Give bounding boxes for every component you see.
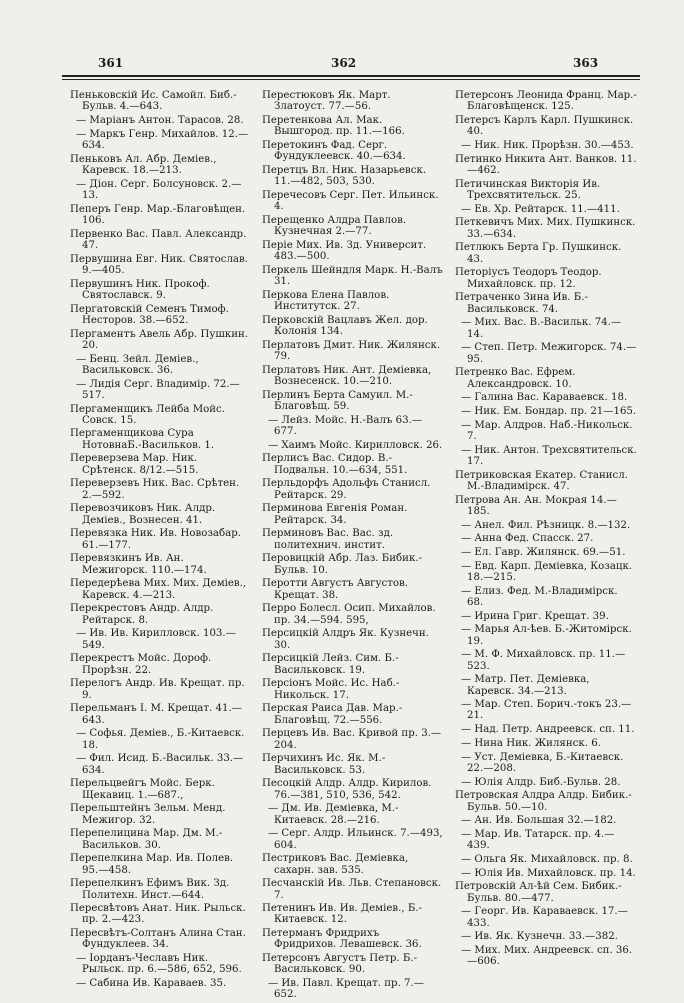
directory-entry: Переверзевъ Ник. Вас. Срѣтен. 2.—592. <box>70 478 240 501</box>
header-rule-thin <box>62 79 640 80</box>
directory-entry: — Галина Вас. Караваевск. 18. <box>461 392 628 404</box>
directory-entry: Пергатовскій Семенъ Тимоф. Несторов. 38.—652. <box>70 303 229 326</box>
directory-entry: Перестюковъ Як. Март. Златоуст. 77.—56. <box>262 90 391 113</box>
directory-entry: Персіонъ Мойс. Ис. Наб.-Никольск. 17. <box>262 678 400 701</box>
directory-entry: — Іорданъ-Чеславъ Ник. Рыльск. пр. 6.—586, 652, 596. <box>76 953 242 976</box>
directory-entry: — Ник. Ник. Прорѣзн. 30.—453. <box>461 139 634 151</box>
directory-entry: Передерѣева Мих. Мих. Деміев., Каревск. 4.—213. <box>70 578 247 601</box>
directory-entry: Петровскій Ал-ѣй Сем. Бибик.-Бульв. 80.—477. <box>455 881 622 904</box>
directory-entry: Петраченко Зина Ив. Б.-Васильковск. 74. <box>455 292 588 315</box>
directory-entry: — Мар. Ив. Татарск. пр. 4.—439. <box>461 828 615 852</box>
directory-entry: Перечесовъ Серг. Пет. Ильинск. 4. <box>262 189 439 213</box>
directory-entry: — Ирина Григ. Крещат. 39. <box>461 610 609 622</box>
directory-entry: Перчихинъ Ис. Як. М.-Васильковск. 53. <box>262 753 386 776</box>
directory-entry: Перепелкинъ Ефимъ Вик. Зд. Политехн. Инст.—644. <box>70 878 230 901</box>
directory-entry: Петенинъ Ив. Ив. Деміев., Б.-Китаевск. 12. <box>262 903 423 926</box>
directory-entry: — Елиз. Фед. М.-Владимірск. 68. <box>461 585 618 608</box>
directory-entry: Персицкій Лейз. Сим. Б.-Васильковск. 19. <box>262 653 399 676</box>
directory-entry: Перковскій Вацлавъ Жел. дор. Колонія 134. <box>262 314 428 338</box>
directory-column-2 <box>262 90 444 1003</box>
page-header <box>0 56 684 74</box>
directory-entry: — Мих. Вас. В.-Васильк. 74.—14. <box>461 317 622 340</box>
directory-entry: Перро Болесл. Осип. Михайлов. пр. 34.—594. 595, <box>262 603 436 626</box>
directory-entry: Петровская Алдра Алдр. Бибик.-Бульв. 50.—10. <box>455 790 632 813</box>
directory-entry: — М. Ф. Михайловск. пр. 11.—523. <box>461 649 626 672</box>
directory-entry: Пеньковскій Ис. Самойл. Биб.-Бульв. 4.—643. <box>70 90 237 113</box>
directory-entry: Первушина Евг. Ник. Святослав. 9.—405. <box>70 253 248 276</box>
directory-entry: Перская Раиса Дав. Мар.-Благовѣщ. 72.—556. <box>262 703 403 726</box>
directory-entry: Перельцвейгъ Мойс. Берк. Щекавиц. 1.—687., <box>70 778 215 801</box>
directory-entry: Перлинъ Берта Самуил. М.-Благовѣщ. 59. <box>262 389 413 413</box>
directory-entry: — Ев. Хр. Рейтарск. 11.—411. <box>461 203 620 215</box>
directory-column-1 <box>70 90 252 992</box>
directory-entry: — Дм. Ив. Деміевка, М.-Китаевск. 28.—216. <box>268 803 399 826</box>
directory-entry: — Маріанъ Антон. Тарасов. 28. <box>76 114 244 126</box>
directory-entry: Петкевичъ Мих. Мих. Пушкинск. 33.—634. <box>455 217 636 240</box>
directory-entry: Петриковская Екатер. Станисл. М.-Владимірск. 47. <box>455 469 628 492</box>
directory-entry: — Хаимъ Мойс. Кирилловск. 26. <box>268 439 443 451</box>
directory-entry: — Маркъ Генр. Михайлов. 12.—634. <box>76 128 249 151</box>
directory-entry: Пергаменщикова Сура НотовнаБ.-Васильков. 1. <box>70 428 215 451</box>
directory-entry: Пересвѣтовъ Анат. Ник. Рыльск. пр. 2.—423. <box>70 903 246 926</box>
directory-entry: Пеперъ Генр. Мар.-Благовѣщен. 106. <box>70 203 246 226</box>
directory-entry: — Юлія Алдр. Биб.-Бульв. 28. <box>461 776 621 788</box>
directory-entry: Перовицкій Абр. Лаз. Бибик.-Бульв. 10. <box>262 553 423 576</box>
directory-entry: Перекрестъ Мойс. Дороф. Прорѣзн. 22. <box>70 653 212 676</box>
directory-entry: — Мар. Алдров. Наб.-Никольск. 7. <box>461 419 633 442</box>
directory-entry: Перлисъ Вас. Сидор. В.-Подвальн. 10.—634, 551. <box>262 453 408 476</box>
directory-entry: Петрова Ан. Ан. Мокрая 14.—185. <box>455 494 617 517</box>
page-number-left: 361 <box>98 56 124 70</box>
directory-entry: — Анел. Фил. Рѣзницк. 8.—132. <box>461 519 631 531</box>
directory-entry: Перльдорфъ Адольфъ Станисл. Рейтарск. 29. <box>262 478 431 501</box>
directory-entry: Перотти Августъ Августов. Крещат. 38. <box>262 578 408 601</box>
directory-entry: — Серг. Алдр. Ильинск. 7.—493, 604. <box>268 828 443 851</box>
directory-entry: — Сабина Ив. Караваев. 35. <box>76 978 227 990</box>
directory-entry: Петичинская Викторія Ив. Трехсвятительск. 25. <box>455 178 601 201</box>
directory-entry: Перетцъ Вл. Ник. Назарьевск. 11.—482, 503, 530. <box>262 164 427 188</box>
directory-entry: Петерсъ Карлъ Карл. Пушкинск. 40. <box>455 114 634 138</box>
directory-entry: Песоцкій Алдр. Алдр. Кирилов. 76.—381, 510, 536, 542. <box>262 778 432 801</box>
directory-entry: Перлатовъ Ник. Ант. Деміевка, Вознесенск. 10.—210. <box>262 364 432 388</box>
directory-entry: — Фил. Исид. Б.-Васильк. 33.—634. <box>76 753 244 776</box>
directory-entry: Пересвѣтъ-Солтанъ Алина Стан. Фундуклеев. 34. <box>70 928 246 951</box>
directory-entry: — Ник. Антон. Трехсвятительск. 17. <box>461 444 637 467</box>
directory-entry: — Лидія Серг. Владимір. 72.—517. <box>76 378 240 401</box>
directory-entry: Перминова Евгенія Роман. Рейтарск. 34. <box>262 503 408 526</box>
directory-entry: — Ив. Як. Кузнечн. 33.—382. <box>461 931 618 943</box>
directory-entry: — Анна Фед. Спасск. 27. <box>461 533 594 545</box>
directory-entry: — Ник. Ем. Бондар. пр. 21—165. <box>461 405 637 417</box>
directory-entry: Пеньковъ Ал. Абр. Деміев., Каревск. 18.—213. <box>70 153 217 176</box>
directory-entry: Петлюкъ Берта Гр. Пушкинск. 43. <box>455 242 622 265</box>
directory-entry: Перепелицина Мар. Дм. М.-Васильков. 30. <box>70 828 223 851</box>
directory-entry: — Ольга Як. Михайловск. пр. 8. <box>461 853 633 865</box>
directory-entry: — Марья Ал-ѣев. Б.-Житомірск. 19. <box>461 624 632 647</box>
directory-entry: Петерсонъ Леонида Франц. Мар.-Благовѣщенск. 125. <box>455 90 637 113</box>
header-rule-thick <box>62 75 640 77</box>
directory-entry: — Степ. Петр. Межигорск. 74.—95. <box>461 342 637 365</box>
directory-entry: Переверзева Мар. Ник. Срѣтенск. 8/12.—515. <box>70 453 199 476</box>
directory-entry: Перкель Шейндля Марк. Н.-Валъ 31. <box>262 264 443 288</box>
directory-entry: Перекрестовъ Андр. Алдр. Рейтарск. 8. <box>70 603 214 626</box>
directory-entry: Пестриковъ Вас. Деміевка, сахарн. зав. 535. <box>262 853 409 876</box>
directory-entry: Петинко Никита Ант. Ванков. 11.—462. <box>455 153 637 176</box>
directory-entry: — Матр. Пет. Деміевка, Каревск. 34.—213. <box>461 674 590 697</box>
directory-entry: Пергаменщикъ Лейба Мойс. Совск. 15. <box>70 403 226 426</box>
directory-entry: Перетокинъ Фад. Серг. Фундуклеевск. 40.—634. <box>262 139 406 163</box>
directory-entry: Перелогъ Андр. Ив. Крещат. пр. 9. <box>70 678 245 701</box>
directory-entry: — Нина Ник. Жилянск. 6. <box>461 737 601 749</box>
directory-entry: Періе Мих. Ив. Зд. Университ. 483.—500. <box>262 239 427 263</box>
directory-entry: Перевозчиковъ Ник. Алдр. Деміев., Вознесен. 41. <box>70 503 216 526</box>
directory-entry: — Мар. Степ. Борич.-токъ 23.—21. <box>461 699 632 722</box>
directory-entry: Перельманъ І. М. Крещат. 41.—643. <box>70 703 242 726</box>
page-number-center: 362 <box>331 56 357 70</box>
directory-entry: — Софья. Деміев., Б.-Китаевск. 18. <box>76 728 245 751</box>
directory-entry: Перцевъ Ив. Вас. Кривой пр. 3.—204. <box>262 728 442 751</box>
directory-entry: Петоріусъ Теодоръ Теодор. Михайловск. пр. 12. <box>455 267 602 290</box>
directory-entry: Перминовъ Вас. Вас. зд. политехнич. инстит. <box>262 528 394 551</box>
directory-entry: Петренко Вас. Ефрем. Александровск. 10. <box>455 367 576 390</box>
directory-entry: Персицкій Алдръ Як. Кузнечн. 30. <box>262 628 429 651</box>
directory-entry: — Лейз. Мойс. Н.-Валъ 63.—677. <box>268 414 423 438</box>
directory-entry: — Мих. Мих. Андреевск. сп. 36.—606. <box>461 944 633 968</box>
directory-entry: — Ив. Павл. Крещат. пр. 7.—652. <box>268 978 424 1001</box>
directory-entry: Перепелкина Мар. Ив. Полев. 95.—458. <box>70 853 234 876</box>
directory-entry: — Над. Петр. Андреевск. сп. 11. <box>461 724 635 736</box>
directory-entry: Перлатовъ Дмит. Ник. Жилянск. 79. <box>262 339 441 363</box>
directory-entry: Первушинъ Ник. Прокоф. Святославск. 9. <box>70 278 210 301</box>
directory-entry: — Георг. Ив. Караваевск. 17.—433. <box>461 906 628 929</box>
directory-entry: Перевязкинъ Ив. Ан. Межигорск. 110.—174. <box>70 553 207 576</box>
directory-entry: Перещенко Алдра Павлов. Кузнечная 2.—77. <box>262 214 407 238</box>
directory-entry: — Діон. Серг. Болсуновск. 2.—13. <box>76 178 242 201</box>
directory-entry: — Уст. Деміевка, Б.-Китаевск. 22.—208. <box>461 751 624 774</box>
directory-entry: — Бенц. Зейл. Деміев., Васильковск. 36. <box>76 353 199 376</box>
page-number-right: 363 <box>573 56 599 70</box>
directory-entry: Петерманъ Фридрихъ Фридрихов. Левашевск. 36. <box>262 928 422 951</box>
directory-entry: Перкова Елена Павлов. Институтск. 27. <box>262 289 390 313</box>
directory-entry: Перетенкова Ал. Мак. Вышгород. пр. 11.—166. <box>262 114 405 138</box>
directory-entry: Песчанскій Ив. Льв. Степановск. 7. <box>262 878 442 901</box>
directory-entry: Перевязка Ник. Ив. Новозабар. 61.—177. <box>70 528 241 551</box>
directory-entry: Перельштейнъ Зельм. Менд. Межигор. 32. <box>70 803 226 826</box>
directory-entry: Первенко Вас. Павл. Александр. 47. <box>70 228 247 251</box>
directory-column-3 <box>455 90 637 970</box>
directory-entry: — Юлія Ив. Михайловск. пр. 14. <box>461 867 636 879</box>
directory-entry: — Ан. Ив. Большая 32.—182. <box>461 815 617 827</box>
directory-entry: — Ел. Гавр. Жилянск. 69.—51. <box>461 546 626 558</box>
directory-entry: Пергаментъ Авель Абр. Пушкин. 20. <box>70 328 249 351</box>
directory-entry: — Евд. Карп. Деміевка, Козацк. 18.—215. <box>461 560 633 583</box>
directory-entry: — Ив. Ив. Кирилловск. 103.—549. <box>76 628 236 651</box>
directory-entry: Петерсонъ Августъ Петр. Б.-Васильковск. 90. <box>262 953 418 976</box>
